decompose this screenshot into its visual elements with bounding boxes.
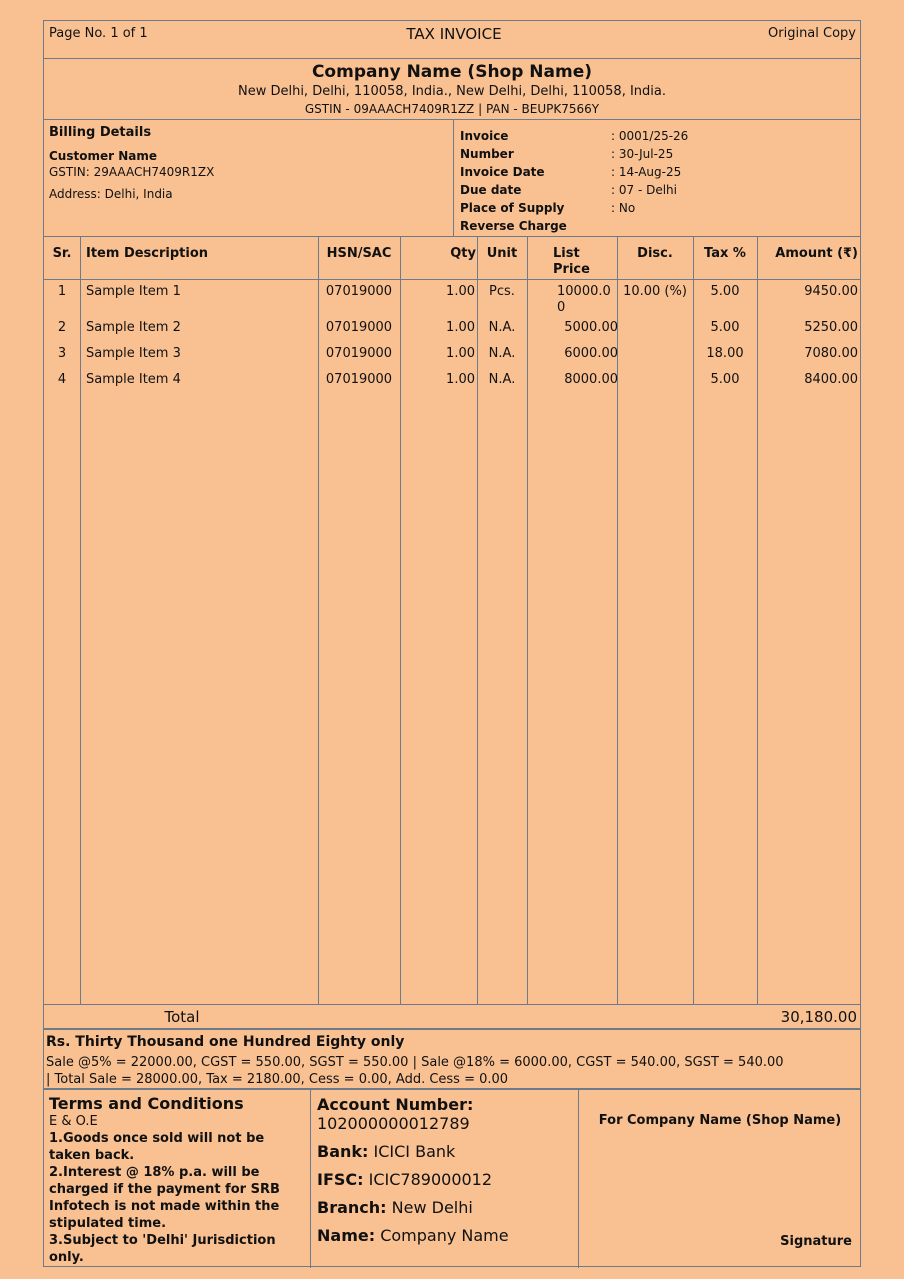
invoice-meta-labels [460, 127, 567, 235]
col-price-line: List [553, 246, 580, 261]
cell-tax: 5.00 [710, 284, 740, 299]
cell-unit: N.A. [488, 320, 516, 335]
divider [44, 236, 860, 237]
col-hsn: HSN/SAC [326, 246, 392, 261]
cell-qty: 1.00 [446, 346, 475, 361]
cell-tax: 18.00 [706, 346, 744, 361]
col-discount: Disc. [637, 246, 673, 261]
terms-item: 2.Interest @ 18% p.a. will be charged if the payment for SRB Infotech is not made within the stipulated time. [49, 1165, 280, 1231]
cell-amount: 8400.00 [804, 372, 858, 387]
cell-sr: 1 [57, 284, 67, 299]
col-unit: Unit [486, 246, 518, 261]
cell-amount: 5250.00 [804, 320, 858, 335]
cell-price: 6000.00 [564, 346, 618, 361]
col-sr: Sr. [52, 246, 72, 261]
terms-heading: Terms and Conditions [49, 1094, 244, 1113]
company-name: Company Name (Shop Name) [311, 62, 593, 82]
company-gstin-pan: GSTIN - 09AAACH7409R1ZZ | PAN - BEUPK7566Y [304, 102, 600, 116]
col-amount: Amount (₹) [775, 246, 858, 261]
cell-tax: 5.00 [710, 320, 740, 335]
ifsc-label: IFSC: [317, 1170, 364, 1189]
customer-name: Customer Name [49, 149, 157, 163]
ifsc-line [317, 1170, 572, 1189]
cell-tax: 5.00 [710, 372, 740, 387]
divider [44, 1004, 860, 1005]
cell-qty: 1.00 [446, 284, 475, 299]
cell-sr: 2 [57, 320, 67, 335]
account-label: Account Number: [317, 1095, 474, 1114]
tax-summary-line: | Total Sale = 28000.00, Tax = 2180.00, Cess = 0.00, Add. Cess = 0.00 [46, 1072, 509, 1087]
terms-eoe: E & O.E [49, 1114, 98, 1129]
for-company: For Company Name (Shop Name) [598, 1113, 842, 1128]
cell-hsn: 07019000 [325, 284, 393, 299]
branch-label: Branch: [317, 1198, 387, 1217]
cell-sr: 3 [57, 346, 67, 361]
table-header [44, 246, 860, 282]
col-price [553, 246, 590, 278]
table-row [44, 372, 860, 392]
cell-hsn: 07019000 [325, 320, 393, 335]
col-description: Item Description [86, 246, 209, 261]
divider [44, 279, 860, 280]
divider [453, 119, 454, 236]
divider [310, 1088, 311, 1268]
invoice-document [43, 20, 861, 1267]
copy-type: Original Copy [768, 26, 856, 41]
billing-heading: Billing Details [49, 125, 152, 140]
bank-line [317, 1142, 572, 1161]
cell-description: Sample Item 3 [86, 346, 181, 361]
branch-value: New Delhi [391, 1198, 473, 1217]
divider [44, 1088, 860, 1090]
name-value: Company Name [380, 1226, 509, 1245]
total-value: 30,180.00 [780, 1008, 857, 1026]
cell-discount: 10.00 (%) [623, 284, 687, 299]
terms-item: 3.Subject to 'Delhi' Jurisdiction only. [49, 1233, 276, 1265]
amount-in-words: Rs. Thirty Thousand one Hundred Eighty only [46, 1034, 405, 1050]
divider [44, 1028, 860, 1030]
total-label: Total [164, 1008, 200, 1026]
divider [44, 58, 860, 59]
customer-address: Address: Delhi, India [49, 187, 173, 201]
cell-sr: 4 [57, 372, 67, 387]
cell-price: 5000.00 [564, 320, 618, 335]
company-address: New Delhi, Delhi, 110058, India., New Delhi, Delhi, 110058, India. [237, 84, 667, 99]
cell-unit: N.A. [488, 346, 516, 361]
cell-amount: 9450.00 [804, 284, 858, 299]
cell-description: Sample Item 4 [86, 372, 181, 387]
cell-description: Sample Item 1 [86, 284, 181, 299]
meta-value: : 0001/25-26 [611, 129, 689, 143]
table-row [44, 346, 860, 366]
meta-label: Due date [460, 183, 522, 197]
customer-gstin: GSTIN: 29AAACH7409R1ZX [49, 165, 215, 179]
meta-label: Place of Supply [460, 201, 565, 215]
ifsc-value: ICIC789000012 [368, 1170, 493, 1189]
cell-description: Sample Item 2 [86, 320, 181, 335]
cell-price-line: 10000.0 [557, 284, 611, 299]
page-number: Page No. 1 of 1 [49, 26, 148, 41]
cell-unit: Pcs. [489, 284, 515, 299]
meta-value: : 07 - Delhi [611, 183, 677, 197]
meta-label: Reverse Charge [460, 219, 567, 233]
meta-label: Invoice Date [460, 165, 545, 179]
cell-amount: 7080.00 [804, 346, 858, 361]
cell-unit: N.A. [488, 372, 516, 387]
account-value: 102000000012789 [317, 1114, 470, 1133]
table-row [44, 284, 860, 315]
tax-summary-line: Sale @5% = 22000.00, CGST = 550.00, SGST = 550.00 | Sale @18% = 6000.00, CGST = 540.00, SGST = 540.00 [46, 1055, 784, 1070]
bank-label: Bank: [317, 1142, 369, 1161]
meta-label: Number [460, 147, 514, 161]
table-row [44, 320, 860, 340]
cell-price [557, 284, 617, 316]
col-qty: Qty [450, 246, 476, 261]
cell-qty: 1.00 [446, 320, 475, 335]
meta-value: : 14-Aug-25 [611, 165, 682, 179]
bank-block [317, 1095, 572, 1245]
document-title: TAX INVOICE [406, 25, 502, 43]
col-tax: Tax % [704, 246, 746, 261]
terms-block [49, 1094, 304, 1266]
col-price-line: Price [553, 262, 590, 277]
cell-price: 8000.00 [564, 372, 618, 387]
terms-item: 1.Goods once sold will not be taken back. [49, 1131, 265, 1163]
meta-value: : 30-Jul-25 [611, 147, 674, 161]
signature-label: Signature [780, 1234, 852, 1249]
meta-label: Invoice [460, 129, 509, 143]
divider [44, 119, 860, 120]
name-label: Name: [317, 1226, 376, 1245]
meta-value: : No [611, 201, 636, 215]
branch-line [317, 1198, 572, 1217]
cell-qty: 1.00 [446, 372, 475, 387]
cell-price-line: 0 [557, 300, 566, 315]
cell-hsn: 07019000 [325, 372, 393, 387]
name-line [317, 1226, 572, 1245]
bank-value: ICICI Bank [373, 1142, 456, 1161]
cell-hsn: 07019000 [325, 346, 393, 361]
invoice-meta-values [611, 127, 688, 217]
